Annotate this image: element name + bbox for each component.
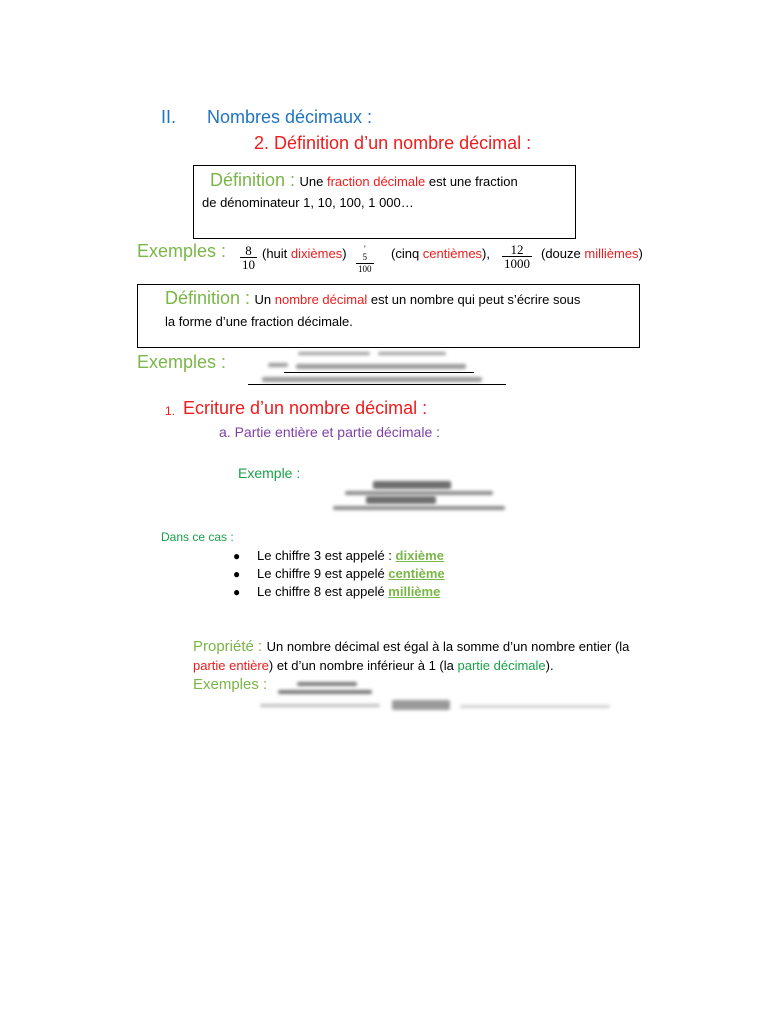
term-centieme: centième (388, 566, 445, 581)
definition-1-text-after: est une fraction (425, 174, 518, 189)
definition-1-line2: de dénominateur 1, 10, 100, 1 000… (202, 195, 414, 210)
examples-4-label: Exemples : (193, 676, 268, 693)
example-1-caption: (huit dixièmes) (262, 246, 347, 261)
case-intro: Dans ce cas : (161, 530, 234, 544)
case-list (233, 547, 445, 601)
section-number: II. (161, 107, 177, 127)
list-item: ● Le chiffre 9 est appelé centième (233, 566, 445, 581)
list-item: ● Le chiffre 3 est appelé : dixième (233, 548, 444, 563)
property-text-1: Un nombre décimal est égal à la somme d’un nombre entier (la (266, 639, 630, 654)
term-millieme: millième (388, 584, 441, 599)
definition-1-text-before: Une (299, 174, 327, 189)
writing-title: Ecriture d’un nombre décimal : (183, 398, 428, 418)
writing-subtitle: a. Partie entière et partie décimale : (219, 424, 441, 440)
definition-2-term: nombre décimal (274, 292, 368, 307)
subsection-title: 2. Définition d’un nombre décimal : (254, 133, 532, 153)
definition-1-line1 (210, 170, 518, 191)
property-term-1: partie entière (193, 658, 269, 673)
definition-1-term: fraction décimale (326, 174, 426, 189)
property-line1 (193, 638, 629, 656)
section-title: Nombres décimaux : (207, 107, 373, 127)
term-dixieme: dixième (395, 548, 444, 563)
definition-2-line2: la forme d’une fraction décimale. (165, 314, 353, 329)
fraction-12-1000: $\frac{12}{1000}$ (504, 242, 530, 271)
fraction-5-100: ' 5 100 (358, 244, 372, 274)
examples-2-label: Exemples : (137, 352, 227, 372)
examples-1-label: Exemples : (137, 241, 227, 261)
property-label: Propriété : (193, 638, 263, 655)
list-item: ● Le chiffre 8 est appelé millième (233, 584, 441, 599)
example-2-caption: (cinq centièmes), (391, 246, 490, 261)
definition-1-label: Définition : (210, 170, 296, 190)
writing-number: 1. (165, 404, 176, 418)
example-3-caption: (douze millièmes) (541, 246, 643, 261)
definition-2-text-before: Un (254, 292, 275, 307)
definition-2-line1 (165, 288, 580, 309)
definition-2-label: Définition : (165, 288, 251, 308)
definition-box-2 (137, 284, 640, 348)
property-line2: partie entière) et d’un nombre inférieur à 1 (la partie décimale). (193, 658, 554, 673)
property-term-2: partie décimale (457, 658, 546, 673)
definition-2-text-after: est un nombre qui peut s’écrire sous (367, 292, 581, 307)
fraction-8-10: $\frac{8}{10}$ (242, 243, 255, 272)
definition-box-1 (193, 165, 576, 239)
example-3-label: Exemple : (238, 465, 301, 481)
